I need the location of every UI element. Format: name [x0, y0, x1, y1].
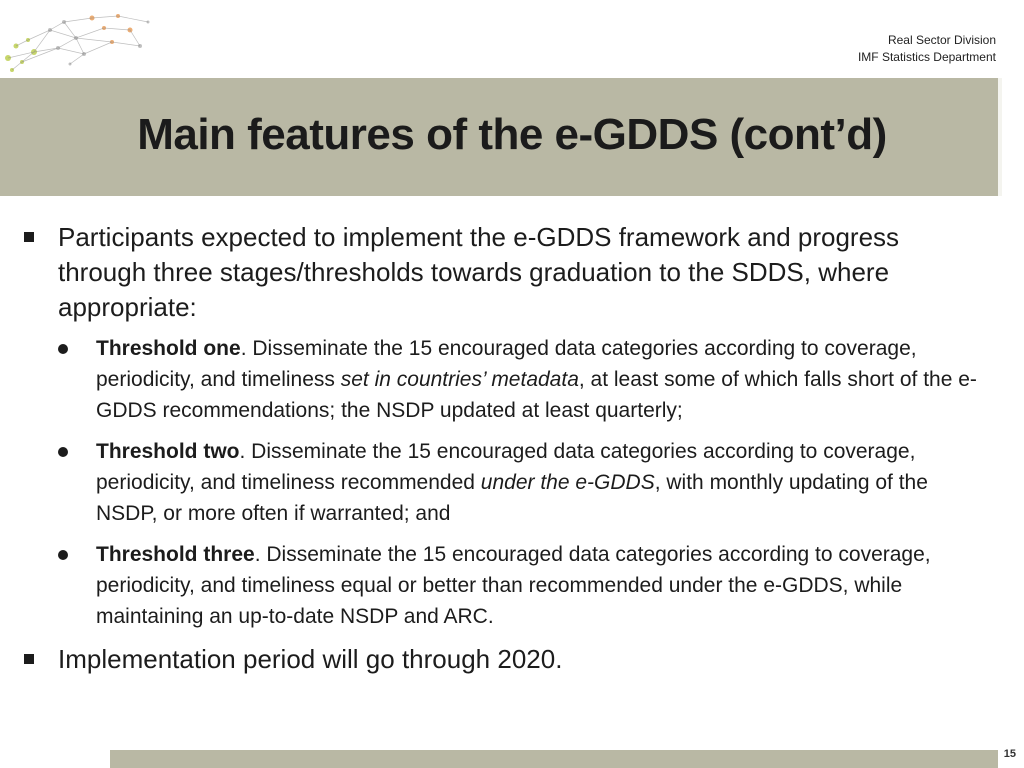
threshold-three-label: Threshold three: [96, 543, 255, 566]
threshold-three-item: [18, 539, 978, 632]
threshold-two-text-b: , with monthly updating of the NSDP, or more often if warranted; and: [96, 471, 928, 525]
bullet-participants-text: Participants expected to implement the e-GDDS framework and progress through three stages/thresholds towards graduation to the SDDS, where appropriate:: [58, 222, 900, 322]
square-bullet-icon: [24, 232, 34, 242]
slide-body: [18, 220, 978, 677]
round-bullet-icon: [58, 344, 68, 354]
division-name: Real Sector Division: [887, 33, 996, 47]
threshold-two-label: Threshold two: [96, 440, 240, 463]
square-bullet-icon: [24, 654, 34, 664]
threshold-one-item: [18, 333, 978, 426]
network-graphic-logo: [0, 0, 160, 78]
department-name: IMF Statistics Department: [857, 50, 996, 64]
footer-bar: [110, 750, 998, 768]
threshold-one-text-b: , at least some of which falls short of the e-GDDS recommendations; the NSDP updated at least quarterly;: [96, 368, 977, 422]
threshold-two-italic: under the e-GDDS: [480, 471, 655, 494]
round-bullet-icon: [58, 447, 68, 457]
threshold-one-text-a: . Disseminate the 15 encouraged data categories according to coverage, periodicity, and timeliness: [96, 337, 917, 391]
threshold-three-text: . Disseminate the 15 encouraged data categories according to coverage, periodicity, and timeliness equal or better than recommended under the e-GDDS, while maintaining an up-to-date NSDP and ARC.: [96, 543, 931, 628]
page-number: 15: [1003, 748, 1016, 760]
threshold-two-text-a: . Disseminate the 15 encouraged data categories according to coverage, periodicity, and timeliness recommended: [96, 440, 916, 494]
threshold-one-italic: set in countries’ metadata: [340, 368, 579, 391]
round-bullet-icon: [58, 550, 68, 560]
threshold-one-label: Threshold one: [96, 337, 241, 360]
organization-header: [858, 32, 996, 66]
threshold-list: [18, 333, 978, 632]
bullet-participants: [18, 220, 978, 325]
slide-title: Main features of the e-GDDS (cont’d): [137, 110, 887, 159]
bullet-implementation-text: Implementation period will go through 2020.: [58, 644, 563, 674]
threshold-two-item: [18, 436, 978, 529]
bullet-implementation: [18, 642, 978, 677]
